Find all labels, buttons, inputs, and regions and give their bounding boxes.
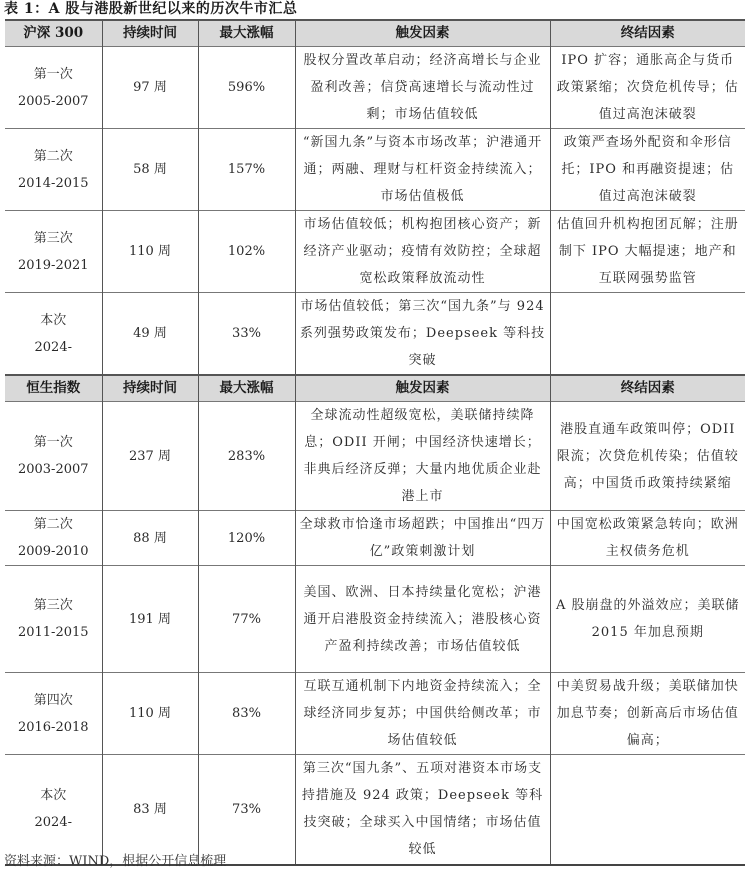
period-cell: 第一次 2003-2007 (5, 402, 102, 511)
header-index: 恒生指数 (5, 375, 102, 402)
trigger-cell: 互联互通机制下内地资金持续流入；全球经济同步复苏；中国供给侧改革；市场估值较低 (295, 673, 550, 755)
period-cell: 第三次 2019-2021 (5, 211, 102, 293)
max-gain-cell: 283% (198, 402, 295, 511)
trigger-cell: 股权分置改革启动；经济高增长与企业盈利改善；信贷高速增长与流动性过剩；市场估值较低 (295, 47, 550, 129)
table-row (5, 293, 745, 376)
end-cell: 估值回升机构抱团瓦解；注册制下 IPO 大幅提速；地产和互联网强势监管 (550, 211, 745, 293)
period-cell: 第二次 2014-2015 (5, 129, 102, 211)
max-gain-cell: 83% (198, 673, 295, 755)
source-note: 资料来源：WIND，根据公开信息梳理 (4, 854, 227, 869)
end-cell: 中美贸易战升级；美联储加快加息节奏；创新高后市场估值偏高； (550, 673, 745, 755)
header-trigger: 触发因素 (295, 375, 550, 402)
duration-cell: 110 周 (102, 673, 198, 755)
duration-cell: 49 周 (102, 293, 198, 376)
table-row (5, 511, 745, 566)
period-cell: 本次 2024- (5, 293, 102, 376)
header-end: 终结因素 (550, 375, 745, 402)
table-row (5, 402, 745, 511)
max-gain-cell: 157% (198, 129, 295, 211)
duration-cell: 191 周 (102, 566, 198, 673)
period-cell: 本次 2024- (5, 755, 102, 865)
header-end: 终结因素 (550, 20, 745, 47)
header-row-hang-seng (5, 375, 745, 402)
duration-cell: 110 周 (102, 211, 198, 293)
header-max-gain: 最大涨幅 (198, 20, 295, 47)
header-index: 沪深 300 (5, 20, 102, 47)
period-cell: 第三次 2011-2015 (5, 566, 102, 673)
end-cell: 港股直通车政策叫停；ODII 限流；次贷危机传染；估值较高；中国货币政策持续紧缩 (550, 402, 745, 511)
header-trigger: 触发因素 (295, 20, 550, 47)
bull-market-summary-table (5, 19, 745, 866)
trigger-cell: 第三次“国九条”、五项对港资本市场支持措施及 924 政策；Deepseek 等科技突破；全球买入中国情绪；市场估值较低 (295, 755, 550, 865)
table-row (5, 129, 745, 211)
table-row (5, 673, 745, 755)
duration-cell: 97 周 (102, 47, 198, 129)
end-cell: A 股崩盘的外溢效应；美联储 2015 年加息预期 (550, 566, 745, 673)
duration-cell: 237 周 (102, 402, 198, 511)
trigger-cell: 美国、欧洲、日本持续量化宽松；沪港通开启港股资金持续流入；港股核心资产盈利持续改善；市场估值较低 (295, 566, 550, 673)
trigger-cell: “新国九条”与资本市场改革；沪港通开通；两融、理财与杠杆资金持续流入；市场估值极低 (295, 129, 550, 211)
header-row-csi300 (5, 20, 745, 47)
end-cell: IPO 扩容；通胀高企与货币政策紧缩；次贷危机传导；估值过高泡沫破裂 (550, 47, 745, 129)
table-row (5, 755, 745, 865)
period-cell: 第二次 2009-2010 (5, 511, 102, 566)
header-max-gain: 最大涨幅 (198, 375, 295, 402)
duration-cell: 58 周 (102, 129, 198, 211)
max-gain-cell: 33% (198, 293, 295, 376)
end-cell (550, 755, 745, 865)
trigger-cell: 市场估值较低；第三次“国九条”与 924 系列强势政策发布；Deepseek 等科技突破 (295, 293, 550, 376)
end-cell (550, 293, 745, 376)
trigger-cell: 全球流动性超级宽松，美联储持续降息；ODII 开闸；中国经济快速增长；非典后经济反弹；大量内地优质企业赴港上市 (295, 402, 550, 511)
end-cell: 中国宽松政策紧急转向；欧洲主权债务危机 (550, 511, 745, 566)
duration-cell: 83 周 (102, 755, 198, 865)
table-caption: 表 1：A 股与港股新世纪以来的历次牛市汇总 (4, 1, 298, 17)
table-row (5, 211, 745, 293)
table-row (5, 47, 745, 129)
header-duration: 持续时间 (102, 375, 198, 402)
header-duration: 持续时间 (102, 20, 198, 47)
max-gain-cell: 73% (198, 755, 295, 865)
max-gain-cell: 120% (198, 511, 295, 566)
trigger-cell: 全球救市恰逢市场超跌；中国推出“四万亿”政策刺激计划 (295, 511, 550, 566)
max-gain-cell: 77% (198, 566, 295, 673)
period-cell: 第一次 2005-2007 (5, 47, 102, 129)
duration-cell: 88 周 (102, 511, 198, 566)
table-row (5, 566, 745, 673)
max-gain-cell: 596% (198, 47, 295, 129)
max-gain-cell: 102% (198, 211, 295, 293)
end-cell: 政策严查场外配资和伞形信托；IPO 和再融资提速；估值过高泡沫破裂 (550, 129, 745, 211)
period-cell: 第四次 2016-2018 (5, 673, 102, 755)
trigger-cell: 市场估值较低；机构抱团核心资产；新经济产业驱动；疫情有效防控；全球超宽松政策释放流动性 (295, 211, 550, 293)
